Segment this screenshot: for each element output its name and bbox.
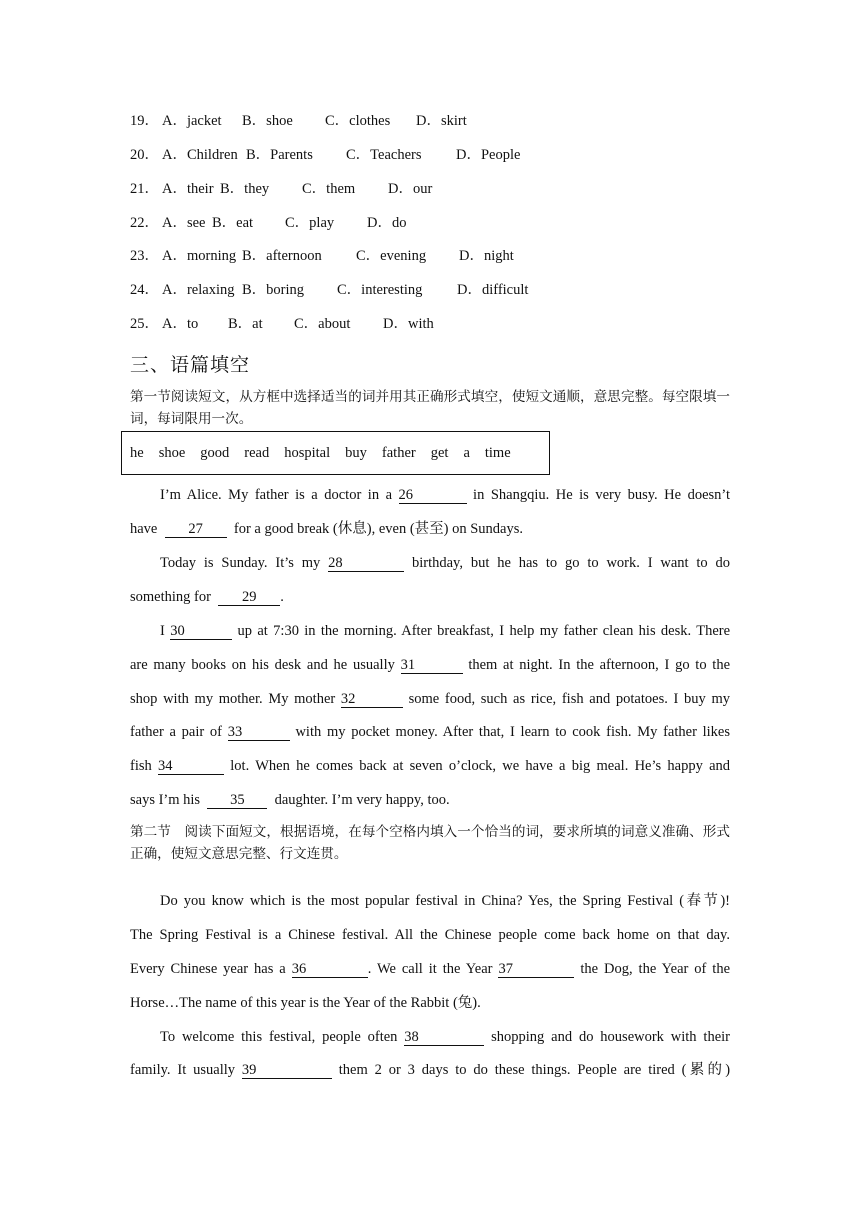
text-segment: lot. When he comes back at seven o’clock, we have a big meal. He’s happy and	[230, 758, 731, 774]
passage-line	[130, 992, 730, 1014]
word-box-item: buy	[345, 444, 367, 461]
passage-line	[130, 654, 730, 676]
passage-line	[160, 552, 730, 574]
text-segment: some food, such as rice, fish and potatoes. I buy my	[408, 691, 731, 707]
text-segment: daughter. I’m very happy, too.	[274, 792, 450, 808]
text-segment: I	[160, 623, 165, 639]
text-segment: something for	[130, 589, 211, 605]
text-segment: I’m Alice. My father is a doctor in a	[160, 487, 393, 503]
option-b: B．they	[220, 181, 270, 197]
option-b: B．Parents	[246, 147, 313, 163]
blank-37[interactable]: 37	[498, 961, 574, 978]
option-c: C．interesting	[337, 282, 423, 298]
text-segment: Every Chinese year has a	[130, 961, 286, 977]
word-box-item: get	[430, 444, 449, 461]
passage-line	[130, 688, 730, 710]
option-c: C．about	[294, 316, 351, 332]
text-segment: .	[280, 589, 284, 605]
option-b: B．boring	[242, 282, 305, 298]
passage-line	[160, 484, 730, 506]
option-c: C．them	[302, 181, 356, 197]
text-segment: have	[130, 521, 158, 537]
option-b: B．at	[228, 316, 263, 332]
option-a: A．their	[162, 181, 214, 197]
word-box-item: shoe	[158, 444, 186, 461]
passage-line	[160, 890, 730, 912]
option-number: 24．	[130, 282, 159, 298]
option-d: D．our	[388, 181, 433, 197]
word-box-item: a	[463, 444, 470, 461]
option-c: C．clothes	[325, 113, 391, 129]
option-line-20	[130, 145, 520, 165]
blank-32[interactable]: 32	[341, 691, 403, 708]
text-segment: . We call it the Year	[367, 961, 493, 977]
blank-36[interactable]: 36	[292, 961, 368, 978]
text-segment: are many books on his desk and he usually	[130, 657, 395, 673]
option-number: 25．	[130, 316, 159, 332]
blank-30[interactable]: 30	[170, 623, 232, 640]
text-segment: says I’m his	[130, 792, 201, 808]
blank-35[interactable]: 35	[207, 792, 267, 809]
option-number: 19．	[130, 113, 159, 129]
text-segment: shop with my mother. My mother	[130, 691, 336, 707]
blank-26[interactable]: 26	[399, 487, 467, 504]
option-number: 22．	[130, 215, 159, 231]
word-box-item: time	[484, 444, 511, 461]
passage-line	[130, 958, 730, 980]
blank-34[interactable]: 34	[158, 758, 224, 775]
passage-line	[130, 789, 730, 811]
passage-line	[160, 1026, 730, 1048]
option-c: C．play	[285, 215, 335, 231]
section-title: 三、语篇填空	[130, 354, 251, 376]
text-segment: for a good break (休息), even (甚至) on Sundays.	[233, 521, 523, 537]
option-number: 20．	[130, 147, 159, 163]
passage-line	[130, 1059, 730, 1081]
option-a: A．Children	[162, 147, 238, 163]
passage-line	[160, 620, 730, 642]
option-d: D．skirt	[416, 113, 467, 129]
word-box-item: hospital	[284, 444, 331, 461]
text-segment: in Shangqiu. He is very busy. He doesn’t	[473, 487, 731, 503]
option-line-24	[130, 280, 528, 300]
option-a: A．jacket	[162, 113, 222, 129]
part1-instruction: 第一节阅读短文，从方框中选择适当的词并用其正确形式填空，使短文通顺，意思完整。每空限填一词，每词限用一次。	[130, 389, 730, 427]
text-segment: up at 7:30 in the morning. After breakfast, I help my father clean his desk. There	[237, 623, 731, 639]
blank-29[interactable]: 29	[218, 589, 280, 606]
option-d: D．with	[383, 316, 434, 332]
text-segment: The Spring Festival is a Chinese festival. All the Chinese people come back home on that day.	[130, 927, 730, 943]
word-box-item: father	[381, 444, 416, 461]
option-d: D．do	[367, 215, 407, 231]
text-segment: fish	[130, 758, 152, 774]
part2-instruction: 第二节 阅读下面短文，根据语境，在每个空格内填入一个恰当的词，要求所填的词意义准确、形式正确，使短文意思完整、行文连贯。	[130, 824, 730, 862]
option-c: C．evening	[356, 248, 427, 264]
word-box-item: good	[200, 444, 230, 461]
text-segment: Today is Sunday. It’s my	[160, 555, 321, 571]
option-line-19	[130, 111, 467, 131]
blank-33[interactable]: 33	[228, 724, 290, 741]
word-box-item: he	[130, 444, 144, 461]
option-b: B．afternoon	[242, 248, 322, 264]
text-segment: Do you know which is the most popular festival in China? Yes, the Spring Festival (春节)!	[160, 893, 730, 909]
text-segment: them at night. In the afternoon, I go to the	[468, 657, 731, 673]
text-segment: To welcome this festival, people often	[160, 1029, 398, 1045]
option-line-22	[130, 213, 406, 233]
word-box	[121, 431, 550, 475]
text-segment: father a pair of	[130, 724, 223, 740]
blank-39[interactable]: 39	[242, 1062, 332, 1079]
option-d: D．People	[456, 147, 521, 163]
passage-line	[130, 924, 730, 946]
blank-28[interactable]: 28	[328, 555, 404, 572]
option-line-23	[130, 246, 514, 266]
option-number: 21．	[130, 181, 159, 197]
passage-line	[130, 755, 730, 777]
text-segment: shopping and do housework with their	[491, 1029, 730, 1045]
option-d: D．night	[459, 248, 514, 264]
option-b: B．shoe	[242, 113, 293, 129]
option-c: C．Teachers	[346, 147, 422, 163]
option-b: B．eat	[212, 215, 254, 231]
text-segment: birthday, but he has to go to work. I want to do	[411, 555, 731, 571]
blank-31[interactable]: 31	[401, 657, 463, 674]
text-segment: with my pocket money. After that, I learn to cook fish. My father likes	[295, 724, 731, 740]
option-a: A．relaxing	[162, 282, 235, 298]
word-box-item: read	[244, 444, 270, 461]
option-a: A．see	[162, 215, 206, 231]
option-d: D．difficult	[457, 282, 529, 298]
option-a: A．to	[162, 316, 199, 332]
text-segment: them 2 or 3 days to do these things. People are tired (累的)	[338, 1062, 731, 1078]
passage-line	[130, 721, 730, 743]
option-line-25	[130, 314, 434, 334]
text-segment: the Dog, the Year of the	[580, 961, 731, 977]
passage-line	[130, 586, 730, 608]
text-segment: Horse…The name of this year is the Year of the Rabbit (兔).	[130, 995, 481, 1011]
option-a: A．morning	[162, 248, 237, 264]
blank-38[interactable]: 38	[404, 1029, 484, 1046]
blank-27[interactable]: 27	[165, 521, 227, 538]
text-segment: family. It usually	[130, 1062, 236, 1078]
option-line-21	[130, 179, 432, 199]
option-number: 23．	[130, 248, 159, 264]
passage-line	[130, 518, 730, 540]
